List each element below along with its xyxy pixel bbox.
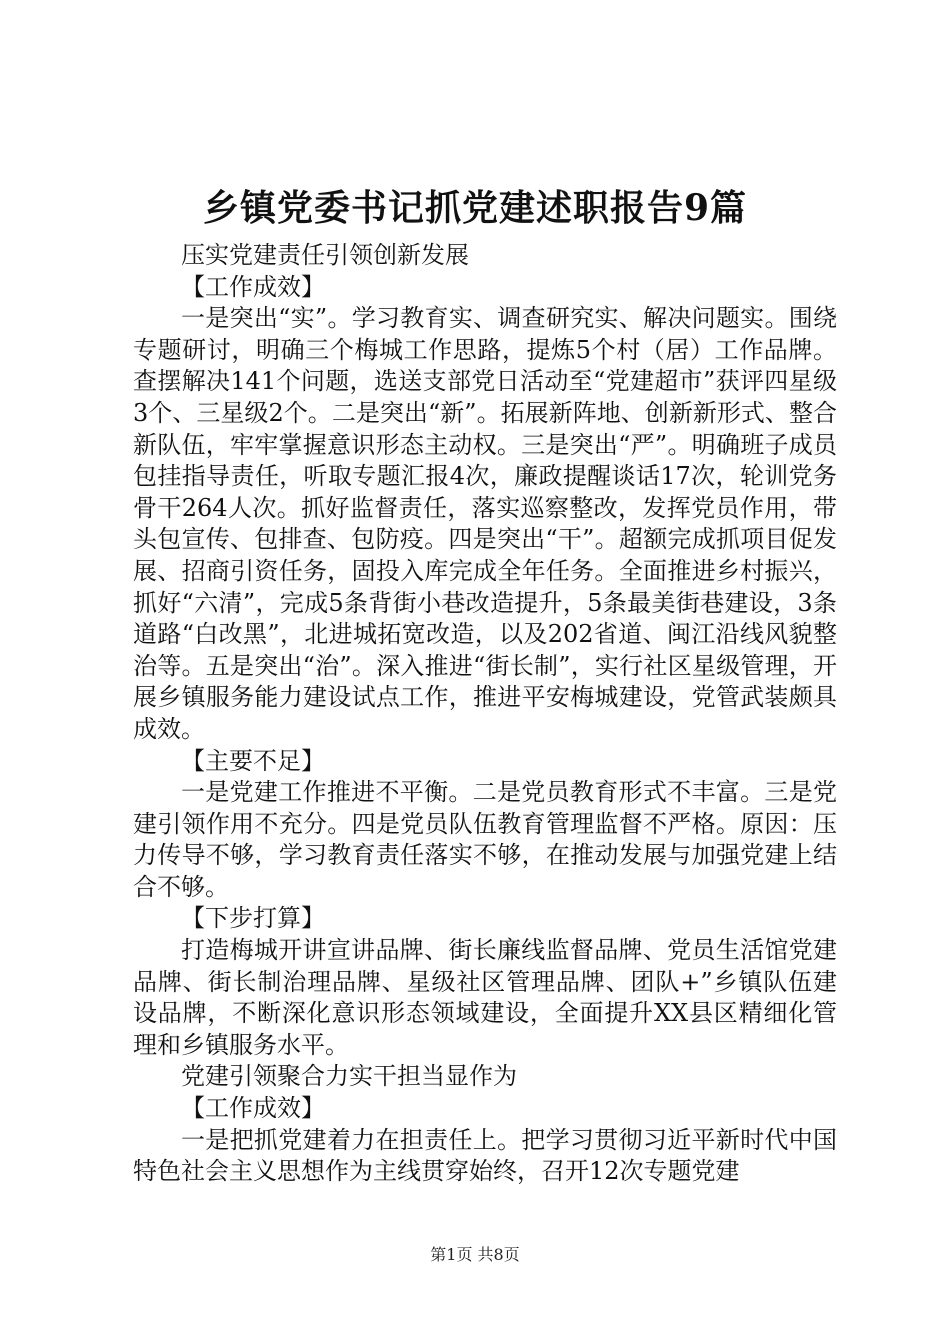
document-title: 乡镇党委书记抓党建述职报告9篇 (202, 187, 748, 229)
document-body (133, 240, 837, 1188)
paragraph: 打造梅城开讲宣讲品牌、街长廉线监督品牌、党员生活馆党建品牌、街长制治理品牌、星级社区管理品牌、团队+”乡镇队伍建设品牌，不断深化意识形态领域建设，全面提升XX县区精细化管理和乡镇服务水平。 (133, 936, 837, 1059)
paragraph: 一是把抓党建着力在担责任上。把学习贯彻习近平新时代中国特色社会主义思想作为主线贯穿始终，召开12次专题党建 (133, 1125, 837, 1186)
section-heading: 压实党建责任引领创新发展 (181, 241, 469, 269)
paragraph: 一是党建工作推进不平衡。二是党员教育形式不丰富。三是党建引领作用不充分。四是党员队伍教育管理监督不严格。原因：压力传导不够，学习教育责任落实不够，在推动发展与加强党建上结合不够。 (133, 778, 837, 901)
section-heading: 党建引领聚合力实干担当显作为 (181, 1062, 517, 1091)
page-number-footer: 第1页 共8页 (430, 1245, 520, 1264)
subsection-heading: 【下步打算】 (181, 904, 325, 933)
subsection-heading: 【工作成效】 (181, 1094, 325, 1123)
subsection-heading: 【工作成效】 (181, 272, 325, 301)
paragraph: 一是突出“实”。学习教育实、调查研究实、解决问题实。围绕专题研讨，明确三个梅城工作思路，提炼5个村（居）工作品牌。查摆解决141个问题，选送支部党日活动至“党建超市”获评四星级3个、三星级2个。二是突出“新”。拓展新阵地、创新新形式、整合新队伍，牢牢掌握意识形态主动权。三是突出“严”。明确班子成员包挂指导责任，听取专题汇报4次，廉政提醒谈话17次，轮训党务骨干264人次。抓好监督责任，落实巡察整改，发挥党员作用，带头包宣传、包排查、包防疫。四是突出“干”。超额完成抓项目促发展、招商引资任务，固投入库完成全年任务。全面推进乡村振兴，抓好“六清”，完成5条背街小巷改造提升，5条最美街巷建设，3条道路“白改黑”，北进城拓宽改造，以及202省道、闽江沿线风貌整治等。五是突出“治”。深入推进“街长制”，实行社区星级管理，开展乡镇服务能力建设试点工作，推进平安梅城建设，党管武装颇具成效。 (133, 304, 837, 743)
subsection-heading: 【主要不足】 (181, 746, 325, 775)
